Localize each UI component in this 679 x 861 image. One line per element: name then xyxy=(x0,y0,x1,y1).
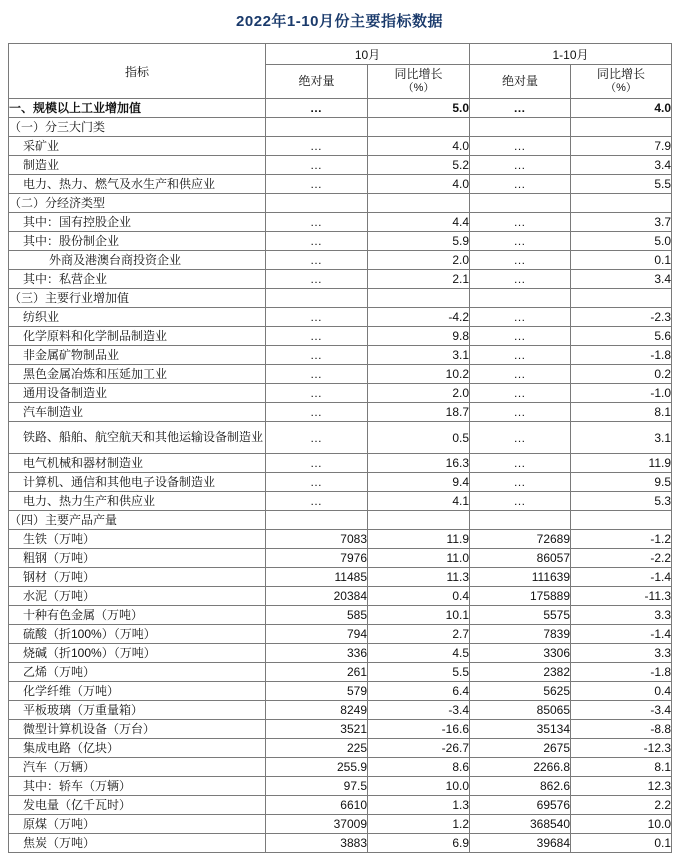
cell-month-yoy: 0.5 xyxy=(368,422,470,454)
cell-month-absolute: 7976 xyxy=(266,549,368,568)
table-row xyxy=(9,815,672,834)
cell-cumulative-absolute: 35134 xyxy=(470,720,571,739)
cell-cumulative-yoy xyxy=(571,118,672,137)
cell-month-absolute: 261 xyxy=(266,663,368,682)
cell-month-absolute: 579 xyxy=(266,682,368,701)
cell-month-yoy: 6.4 xyxy=(368,682,470,701)
table-row xyxy=(9,175,672,194)
row-label: 汽车（万辆） xyxy=(9,758,266,777)
cell-cumulative-yoy: 3.1 xyxy=(571,422,672,454)
cell-month-absolute: … xyxy=(266,473,368,492)
cell-month-absolute: … xyxy=(266,137,368,156)
cell-cumulative-absolute: 5625 xyxy=(470,682,571,701)
cell-month-yoy: 11.9 xyxy=(368,530,470,549)
header-group-month: 10月 xyxy=(266,44,470,65)
cell-month-absolute: … xyxy=(266,270,368,289)
cell-month-yoy xyxy=(368,194,470,213)
cell-month-yoy: 9.8 xyxy=(368,327,470,346)
cell-cumulative-absolute: … xyxy=(470,137,571,156)
cell-month-absolute: … xyxy=(266,422,368,454)
cell-month-absolute: … xyxy=(266,251,368,270)
cell-cumulative-absolute: … xyxy=(470,156,571,175)
cell-cumulative-absolute: … xyxy=(470,492,571,511)
cell-cumulative-yoy: -2.3 xyxy=(571,308,672,327)
cell-cumulative-absolute xyxy=(470,289,571,308)
cell-cumulative-yoy: 3.4 xyxy=(571,156,672,175)
cell-cumulative-absolute: 3306 xyxy=(470,644,571,663)
cell-cumulative-absolute: 862.6 xyxy=(470,777,571,796)
cell-cumulative-yoy: 2.2 xyxy=(571,796,672,815)
table-row xyxy=(9,720,672,739)
row-label: 原煤（万吨） xyxy=(9,815,266,834)
table-row xyxy=(9,308,672,327)
row-label: （二）分经济类型 xyxy=(9,194,266,213)
row-label: 生铁（万吨） xyxy=(9,530,266,549)
cell-month-absolute: … xyxy=(266,232,368,251)
main-indicators-table xyxy=(8,43,672,853)
row-label: 化学纤维（万吨） xyxy=(9,682,266,701)
row-label: 微型计算机设备（万台） xyxy=(9,720,266,739)
table-header xyxy=(9,44,672,99)
cell-month-yoy: 18.7 xyxy=(368,403,470,422)
cell-month-absolute: 97.5 xyxy=(266,777,368,796)
cell-cumulative-yoy: 10.0 xyxy=(571,815,672,834)
cell-month-yoy: 5.2 xyxy=(368,156,470,175)
row-label: （一）分三大门类 xyxy=(9,118,266,137)
cell-cumulative-absolute: 111639 xyxy=(470,568,571,587)
row-label: 通用设备制造业 xyxy=(9,384,266,403)
cell-cumulative-absolute: … xyxy=(470,384,571,403)
cell-month-yoy: -16.6 xyxy=(368,720,470,739)
cell-cumulative-absolute: … xyxy=(470,346,571,365)
header-cumulative-yoy-unit: （%） xyxy=(605,82,637,95)
cell-month-yoy: 1.3 xyxy=(368,796,470,815)
row-label: 发电量（亿千瓦时） xyxy=(9,796,266,815)
header-cumulative-yoy-label: 同比增长 xyxy=(597,67,646,82)
row-label: 水泥（万吨） xyxy=(9,587,266,606)
cell-cumulative-yoy: 5.3 xyxy=(571,492,672,511)
cell-month-absolute xyxy=(266,289,368,308)
table-row xyxy=(9,454,672,473)
cell-month-absolute xyxy=(266,511,368,530)
header-month-absolute-label: 绝对量 xyxy=(298,74,335,89)
cell-month-yoy: 2.0 xyxy=(368,251,470,270)
table-row xyxy=(9,384,672,403)
table-row xyxy=(9,796,672,815)
cell-cumulative-yoy: 3.4 xyxy=(571,270,672,289)
row-label: 集成电路（亿块） xyxy=(9,739,266,758)
cell-month-yoy: 10.2 xyxy=(368,365,470,384)
cell-month-yoy: 10.1 xyxy=(368,606,470,625)
cell-month-yoy: 5.9 xyxy=(368,232,470,251)
header-index: 指标 xyxy=(9,44,266,99)
table-header-row-1 xyxy=(9,44,672,65)
cell-cumulative-yoy: 0.4 xyxy=(571,682,672,701)
cell-cumulative-absolute: … xyxy=(470,422,571,454)
cell-cumulative-yoy: -12.3 xyxy=(571,739,672,758)
cell-cumulative-absolute: … xyxy=(470,365,571,384)
cell-cumulative-yoy: 3.7 xyxy=(571,213,672,232)
table-row xyxy=(9,663,672,682)
cell-month-absolute: … xyxy=(266,403,368,422)
row-label: 钢材（万吨） xyxy=(9,568,266,587)
cell-cumulative-absolute: … xyxy=(470,213,571,232)
row-label: 化学原料和化学制品制造业 xyxy=(9,327,266,346)
cell-cumulative-absolute: 72689 xyxy=(470,530,571,549)
cell-month-absolute: … xyxy=(266,308,368,327)
cell-month-yoy: 4.0 xyxy=(368,137,470,156)
table-row xyxy=(9,213,672,232)
row-label: 其中：国有控股企业 xyxy=(9,213,266,232)
cell-cumulative-absolute: 7839 xyxy=(470,625,571,644)
cell-month-yoy xyxy=(368,118,470,137)
cell-cumulative-yoy: -1.4 xyxy=(571,568,672,587)
cell-month-yoy: 5.0 xyxy=(368,99,470,118)
row-label: 其中：轿车（万辆） xyxy=(9,777,266,796)
cell-cumulative-yoy xyxy=(571,289,672,308)
cell-month-yoy xyxy=(368,289,470,308)
row-label: 硫酸（折100%）（万吨） xyxy=(9,625,266,644)
cell-cumulative-yoy: 3.3 xyxy=(571,644,672,663)
header-month-yoy-label: 同比增长 xyxy=(394,67,443,82)
cell-month-absolute: … xyxy=(266,99,368,118)
cell-month-yoy: 2.0 xyxy=(368,384,470,403)
cell-cumulative-yoy: 0.1 xyxy=(571,834,672,853)
row-label: 其中：私营企业 xyxy=(9,270,266,289)
cell-month-absolute: 3883 xyxy=(266,834,368,853)
cell-cumulative-absolute: 69576 xyxy=(470,796,571,815)
cell-month-absolute: 255.9 xyxy=(266,758,368,777)
cell-month-absolute: 225 xyxy=(266,739,368,758)
header-group-cumulative: 1-10月 xyxy=(470,44,672,65)
table-row xyxy=(9,739,672,758)
table-row xyxy=(9,492,672,511)
row-label: 乙烯（万吨） xyxy=(9,663,266,682)
cell-cumulative-absolute: 39684 xyxy=(470,834,571,853)
header-cumulative-absolute-label: 绝对量 xyxy=(502,74,539,89)
cell-month-yoy: 0.4 xyxy=(368,587,470,606)
cell-month-absolute: … xyxy=(266,213,368,232)
row-label: 一、规模以上工业增加值 xyxy=(9,99,266,118)
cell-cumulative-absolute: 5575 xyxy=(470,606,571,625)
cell-month-absolute xyxy=(266,194,368,213)
table-row xyxy=(9,232,672,251)
cell-month-yoy: 4.1 xyxy=(368,492,470,511)
row-label: 采矿业 xyxy=(9,137,266,156)
table-row xyxy=(9,682,672,701)
cell-month-yoy: -3.4 xyxy=(368,701,470,720)
cell-cumulative-yoy: -1.8 xyxy=(571,663,672,682)
table-row xyxy=(9,473,672,492)
cell-month-absolute: … xyxy=(266,365,368,384)
cell-cumulative-yoy: 5.6 xyxy=(571,327,672,346)
row-label: 铁路、船舶、航空航天和其他运输设备制造业 xyxy=(9,422,266,454)
cell-cumulative-yoy: -1.8 xyxy=(571,346,672,365)
cell-cumulative-absolute: 2382 xyxy=(470,663,571,682)
cell-cumulative-absolute: 2266.8 xyxy=(470,758,571,777)
cell-month-yoy: 5.5 xyxy=(368,663,470,682)
table-row xyxy=(9,156,672,175)
table-row xyxy=(9,511,672,530)
cell-month-absolute: … xyxy=(266,327,368,346)
cell-month-yoy xyxy=(368,511,470,530)
cell-month-yoy: 9.4 xyxy=(368,473,470,492)
row-label: 外商及港澳台商投资企业 xyxy=(9,251,266,270)
cell-cumulative-absolute: 175889 xyxy=(470,587,571,606)
cell-cumulative-absolute: 368540 xyxy=(470,815,571,834)
cell-cumulative-absolute xyxy=(470,194,571,213)
cell-cumulative-yoy: 0.1 xyxy=(571,251,672,270)
cell-month-absolute: 8249 xyxy=(266,701,368,720)
table-row xyxy=(9,777,672,796)
row-label: 十种有色金属（万吨） xyxy=(9,606,266,625)
cell-month-absolute: 11485 xyxy=(266,568,368,587)
row-label: 电力、热力生产和供应业 xyxy=(9,492,266,511)
table-row xyxy=(9,758,672,777)
cell-cumulative-yoy: 9.5 xyxy=(571,473,672,492)
header-month-yoy-unit: （%） xyxy=(402,82,435,95)
row-label: 制造业 xyxy=(9,156,266,175)
cell-cumulative-yoy: 4.0 xyxy=(571,99,672,118)
cell-cumulative-absolute: … xyxy=(470,308,571,327)
table-row xyxy=(9,194,672,213)
cell-cumulative-yoy: -2.2 xyxy=(571,549,672,568)
table-row xyxy=(9,422,672,454)
cell-month-absolute: 20384 xyxy=(266,587,368,606)
cell-month-yoy: 3.1 xyxy=(368,346,470,365)
cell-month-absolute: … xyxy=(266,346,368,365)
cell-cumulative-absolute: … xyxy=(470,327,571,346)
cell-month-yoy: -4.2 xyxy=(368,308,470,327)
cell-cumulative-yoy xyxy=(571,194,672,213)
table-row xyxy=(9,99,672,118)
cell-cumulative-absolute: … xyxy=(470,232,571,251)
table-row xyxy=(9,625,672,644)
header-month-yoy xyxy=(368,65,470,99)
table-row xyxy=(9,270,672,289)
cell-cumulative-yoy: 8.1 xyxy=(571,758,672,777)
row-label: 计算机、通信和其他电子设备制造业 xyxy=(9,473,266,492)
table-row xyxy=(9,137,672,156)
cell-cumulative-absolute: 86057 xyxy=(470,549,571,568)
cell-month-absolute: 3521 xyxy=(266,720,368,739)
cell-month-yoy: 6.9 xyxy=(368,834,470,853)
row-label: 粗钢（万吨） xyxy=(9,549,266,568)
cell-month-absolute: … xyxy=(266,156,368,175)
cell-month-yoy: 4.5 xyxy=(368,644,470,663)
cell-month-yoy: 8.6 xyxy=(368,758,470,777)
cell-cumulative-yoy: -1.4 xyxy=(571,625,672,644)
header-cumulative-absolute xyxy=(470,65,571,99)
cell-month-yoy: 11.3 xyxy=(368,568,470,587)
row-label: 焦炭（万吨） xyxy=(9,834,266,853)
cell-cumulative-absolute: … xyxy=(470,270,571,289)
cell-cumulative-yoy: 8.1 xyxy=(571,403,672,422)
cell-cumulative-yoy: 12.3 xyxy=(571,777,672,796)
cell-month-yoy: 1.2 xyxy=(368,815,470,834)
cell-month-absolute: 585 xyxy=(266,606,368,625)
row-label: 烧碱（折100%）（万吨） xyxy=(9,644,266,663)
row-label: 黑色金属冶炼和压延加工业 xyxy=(9,365,266,384)
cell-cumulative-yoy: 3.3 xyxy=(571,606,672,625)
cell-month-yoy: 16.3 xyxy=(368,454,470,473)
row-label: 平板玻璃（万重量箱） xyxy=(9,701,266,720)
table-row xyxy=(9,327,672,346)
cell-cumulative-absolute: 2675 xyxy=(470,739,571,758)
cell-month-yoy: 2.7 xyxy=(368,625,470,644)
cell-month-absolute: … xyxy=(266,384,368,403)
table-row xyxy=(9,834,672,853)
cell-month-absolute: 37009 xyxy=(266,815,368,834)
cell-month-yoy: -26.7 xyxy=(368,739,470,758)
row-label: 纺织业 xyxy=(9,308,266,327)
cell-month-absolute: 336 xyxy=(266,644,368,663)
table-row xyxy=(9,365,672,384)
cell-month-absolute: … xyxy=(266,492,368,511)
cell-month-yoy: 4.0 xyxy=(368,175,470,194)
cell-cumulative-absolute: … xyxy=(470,99,571,118)
row-label: 其中：股份制企业 xyxy=(9,232,266,251)
cell-month-yoy: 10.0 xyxy=(368,777,470,796)
cell-cumulative-absolute: … xyxy=(470,473,571,492)
cell-month-yoy: 11.0 xyxy=(368,549,470,568)
table-row xyxy=(9,701,672,720)
cell-cumulative-yoy xyxy=(571,511,672,530)
cell-cumulative-yoy: -3.4 xyxy=(571,701,672,720)
header-cumulative-yoy xyxy=(571,65,672,99)
table-row xyxy=(9,568,672,587)
table-row xyxy=(9,549,672,568)
cell-cumulative-absolute: 85065 xyxy=(470,701,571,720)
table-row xyxy=(9,251,672,270)
cell-cumulative-yoy: -1.2 xyxy=(571,530,672,549)
table-row xyxy=(9,403,672,422)
row-label: 电力、热力、燃气及水生产和供应业 xyxy=(9,175,266,194)
row-label: 汽车制造业 xyxy=(9,403,266,422)
table-row xyxy=(9,587,672,606)
cell-month-absolute: … xyxy=(266,454,368,473)
cell-month-absolute: 7083 xyxy=(266,530,368,549)
table-body xyxy=(9,99,672,853)
table-row xyxy=(9,289,672,308)
table-row xyxy=(9,530,672,549)
table-row xyxy=(9,118,672,137)
cell-cumulative-yoy: 5.0 xyxy=(571,232,672,251)
cell-month-yoy: 4.4 xyxy=(368,213,470,232)
table-row xyxy=(9,346,672,365)
page-title: 2022年1-10月份主要指标数据 xyxy=(236,13,443,30)
cell-cumulative-absolute xyxy=(470,118,571,137)
row-label: 电气机械和器材制造业 xyxy=(9,454,266,473)
table-row xyxy=(9,644,672,663)
cell-month-absolute: 6610 xyxy=(266,796,368,815)
cell-cumulative-absolute: … xyxy=(470,175,571,194)
row-label: （三）主要行业增加值 xyxy=(9,289,266,308)
cell-month-absolute xyxy=(266,118,368,137)
cell-month-absolute: … xyxy=(266,175,368,194)
cell-cumulative-yoy: -1.0 xyxy=(571,384,672,403)
cell-month-yoy: 2.1 xyxy=(368,270,470,289)
cell-cumulative-yoy: -8.8 xyxy=(571,720,672,739)
cell-cumulative-yoy: -11.3 xyxy=(571,587,672,606)
cell-cumulative-absolute: … xyxy=(470,454,571,473)
cell-cumulative-yoy: 0.2 xyxy=(571,365,672,384)
cell-month-absolute: 794 xyxy=(266,625,368,644)
cell-cumulative-yoy: 7.9 xyxy=(571,137,672,156)
cell-cumulative-absolute: … xyxy=(470,403,571,422)
table-row xyxy=(9,606,672,625)
cell-cumulative-yoy: 5.5 xyxy=(571,175,672,194)
header-month-absolute xyxy=(266,65,368,99)
row-label: （四）主要产品产量 xyxy=(9,511,266,530)
row-label: 非金属矿物制品业 xyxy=(9,346,266,365)
cell-cumulative-yoy: 11.9 xyxy=(571,454,672,473)
cell-cumulative-absolute: … xyxy=(470,251,571,270)
cell-cumulative-absolute xyxy=(470,511,571,530)
